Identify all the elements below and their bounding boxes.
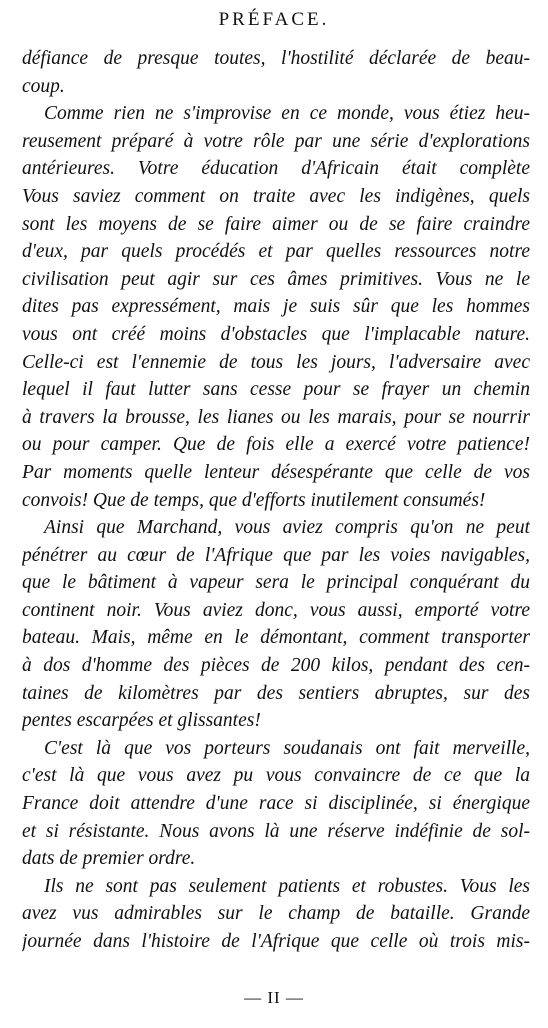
text-line: lequel il faut lutter sans cesse pour se frayer un chemin	[22, 379, 530, 401]
text-line: dites pas expressément, mais je suis sûr que les hommes	[22, 296, 530, 318]
text-line: avez vus admirables sur le champ de bataille. Grande	[22, 903, 530, 925]
text-line: à travers la brousse, les lianes ou les marais, pour se nourrir	[22, 406, 530, 428]
text-line: civilisation peut agir sur ces âmes primitives. Vous ne le	[22, 268, 530, 290]
text-line: taines de kilomètres par des sentiers abruptes, sur des	[22, 682, 530, 704]
text-line: pénétrer au cœur de l'Afrique que par les voies navigables,	[22, 544, 530, 566]
text-line: c'est là que vous avez pu vous convaincre de ce que la	[22, 765, 530, 787]
text-line: convois! Que de temps, que d'efforts inutilement consumés!	[22, 489, 486, 511]
text-line: continent noir. Vous aviez donc, vous aussi, emporté votre	[22, 599, 530, 621]
page-title: PRÉFACE.	[218, 9, 330, 30]
text-line: Celle-ci est l'ennemie de tous les jours, l'adversaire avec	[22, 351, 530, 373]
text-line: sont les moyens de se faire aimer ou de se faire craindre	[22, 213, 530, 235]
text-line: Ils ne sont pas seulement patients et robustes. Vous les	[44, 875, 530, 897]
text-line: coup.	[22, 75, 65, 97]
text-line: vous ont créé moins d'obstacles que l'implacable nature.	[22, 323, 530, 345]
text-line: Vous saviez comment on traite avec les indigènes, quels	[22, 185, 530, 207]
text-line: antérieures. Votre éducation d'Africain était complète	[22, 158, 530, 180]
text-line: dats de premier ordre.	[22, 848, 196, 870]
text-line: reusement préparé à votre rôle par une série d'explorations	[22, 130, 530, 152]
text-line: journée dans l'histoire de l'Afrique que celle où trois mis-	[22, 931, 530, 952]
text-line: défiance de presque toutes, l'hostilité déclarée de beau-	[22, 48, 530, 69]
text-line: Comme rien ne s'improvise en ce monde, vous étiez heu-	[44, 103, 530, 125]
text-line: et si résistante. Nous avons là une réserve indéfinie de sol-	[22, 820, 530, 842]
text-line: que le bâtiment à vapeur sera le principal conquérant du	[22, 572, 530, 594]
text-line: ou pour camper. Que de fois elle a exercé votre patience!	[22, 434, 530, 456]
text-line: Ainsi que Marchand, vous aviez compris qu'on ne peut	[44, 517, 530, 539]
text-line: pentes escarpées et glissantes!	[22, 710, 261, 732]
text-line: C'est là que vos porteurs soudanais ont fait merveille,	[44, 737, 530, 759]
text-line: France doit attendre d'une race si disciplinée, si énergique	[22, 793, 530, 815]
page-number: — II —	[244, 988, 304, 1007]
body-text	[22, 45, 530, 956]
text-line: Par moments quelle lenteur désespérante que celle de vos	[22, 461, 530, 483]
text-line: bateau. Mais, même en le démontant, comment transporter	[22, 627, 530, 649]
text-line: d'eux, par quels procédés et par quelles ressources notre	[22, 241, 530, 263]
text-line: à dos d'homme des pièces de 200 kilos, pendant des cen-	[22, 655, 530, 677]
